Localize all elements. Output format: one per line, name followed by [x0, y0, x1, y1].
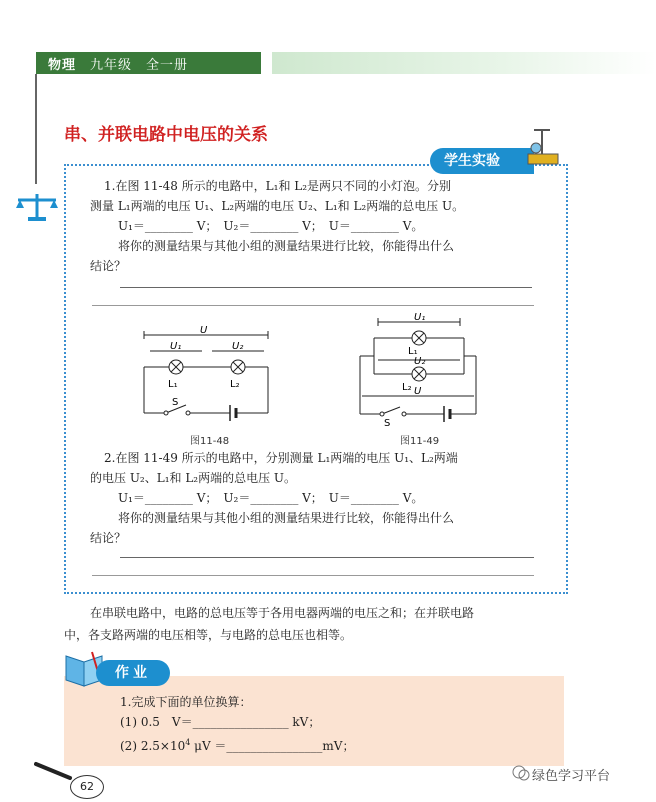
homework-badge: 作业 [96, 660, 170, 686]
fig49-L1: L₁ [408, 346, 418, 357]
task1-compare2: 结论？ [90, 259, 127, 273]
fig49-U2: U₂ [414, 356, 426, 367]
fig49-S: S [384, 418, 391, 429]
task2-fill: U₁＝________ V； U₂＝________ V； U＝________ V。 [118, 491, 424, 505]
fig48-U1: U₁ [170, 341, 182, 352]
wechat-icon [512, 764, 530, 782]
summary-line2: 中，各支路两端的电压相等，与电路的总电压也相等。 [64, 628, 353, 642]
task2-compare2: 结论？ [90, 531, 127, 545]
fig48-L2: L₂ [230, 379, 240, 390]
watermark-text: 绿色学习平台 [532, 769, 611, 784]
experiment-badge: 学生实验 [430, 148, 534, 174]
fig49-U: U [414, 386, 422, 397]
figure-11-49-parallel-circuit [352, 312, 482, 430]
subject-label: 物理 [48, 58, 77, 73]
homework-b-exp: 4 [185, 738, 191, 747]
answer-line-2 [120, 557, 534, 558]
magnifier-handle-icon [34, 760, 74, 782]
fig49-L2: L₂ [402, 382, 412, 393]
fig48-L1: L₁ [168, 379, 178, 390]
homework-b [120, 732, 354, 757]
answer-line-1 [120, 287, 532, 288]
fig48-U2: U₂ [232, 341, 244, 352]
homework-b-prefix: (2) 2.5×10 [120, 739, 186, 753]
fig48-U: U [200, 325, 208, 336]
fig48-S: S [172, 397, 179, 408]
header-text [48, 54, 188, 73]
task1-fill: U₁＝________ V； U₂＝________ V； U＝________ V。 [118, 219, 424, 233]
divider-2 [92, 575, 534, 576]
fig49-U1: U₁ [414, 312, 426, 323]
grade-label: 九年级 全一册 [90, 58, 189, 73]
task2-line1: 2.在图 11-49 所示的电路中，分别测量 L₁两端的电压 U₁、L₂两端 [104, 451, 458, 465]
fig49-caption: 图11-49 [400, 436, 440, 447]
homework-b-suffix: μV ＝________________mV； [190, 739, 355, 753]
figure-11-48-series-circuit [130, 325, 280, 435]
page-number: 62 [70, 775, 104, 799]
section-title: 串、并联电路中电压的关系 [64, 125, 268, 145]
margin-line [35, 74, 37, 184]
summary-line1: 在串联电路中，电路的总电压等于各用电器两端的电压之和；在并联电路 [90, 606, 475, 620]
homework-q1: 1.完成下面的单位换算： [120, 695, 252, 709]
task2-compare1: 将你的测量结果与其他小组的测量结果进行比较，你能得出什么 [118, 511, 455, 525]
task1-compare1: 将你的测量结果与其他小组的测量结果进行比较，你能得出什么 [118, 239, 455, 253]
lab-equipment-icon [520, 124, 564, 168]
task1-line2: 测量 L₁两端的电压 U₁、L₂两端的电压 U₂、L₁和 L₂两端的总电压 U。 [90, 199, 465, 213]
homework-a: (1) 0.5 V＝________________ kV； [120, 715, 321, 729]
summary-paragraph [64, 602, 564, 646]
balance-scale-icon [14, 192, 60, 222]
header-gradient [272, 52, 656, 74]
divider-1 [92, 305, 534, 306]
fig48-caption: 图11-48 [190, 436, 230, 447]
task2-line2: 的电压 U₂、L₁和 L₂两端的总电压 U。 [90, 471, 297, 485]
task1-line1: 1.在图 11-48 所示的电路中，L₁和 L₂是两只不同的小灯泡。分别 [104, 179, 452, 193]
